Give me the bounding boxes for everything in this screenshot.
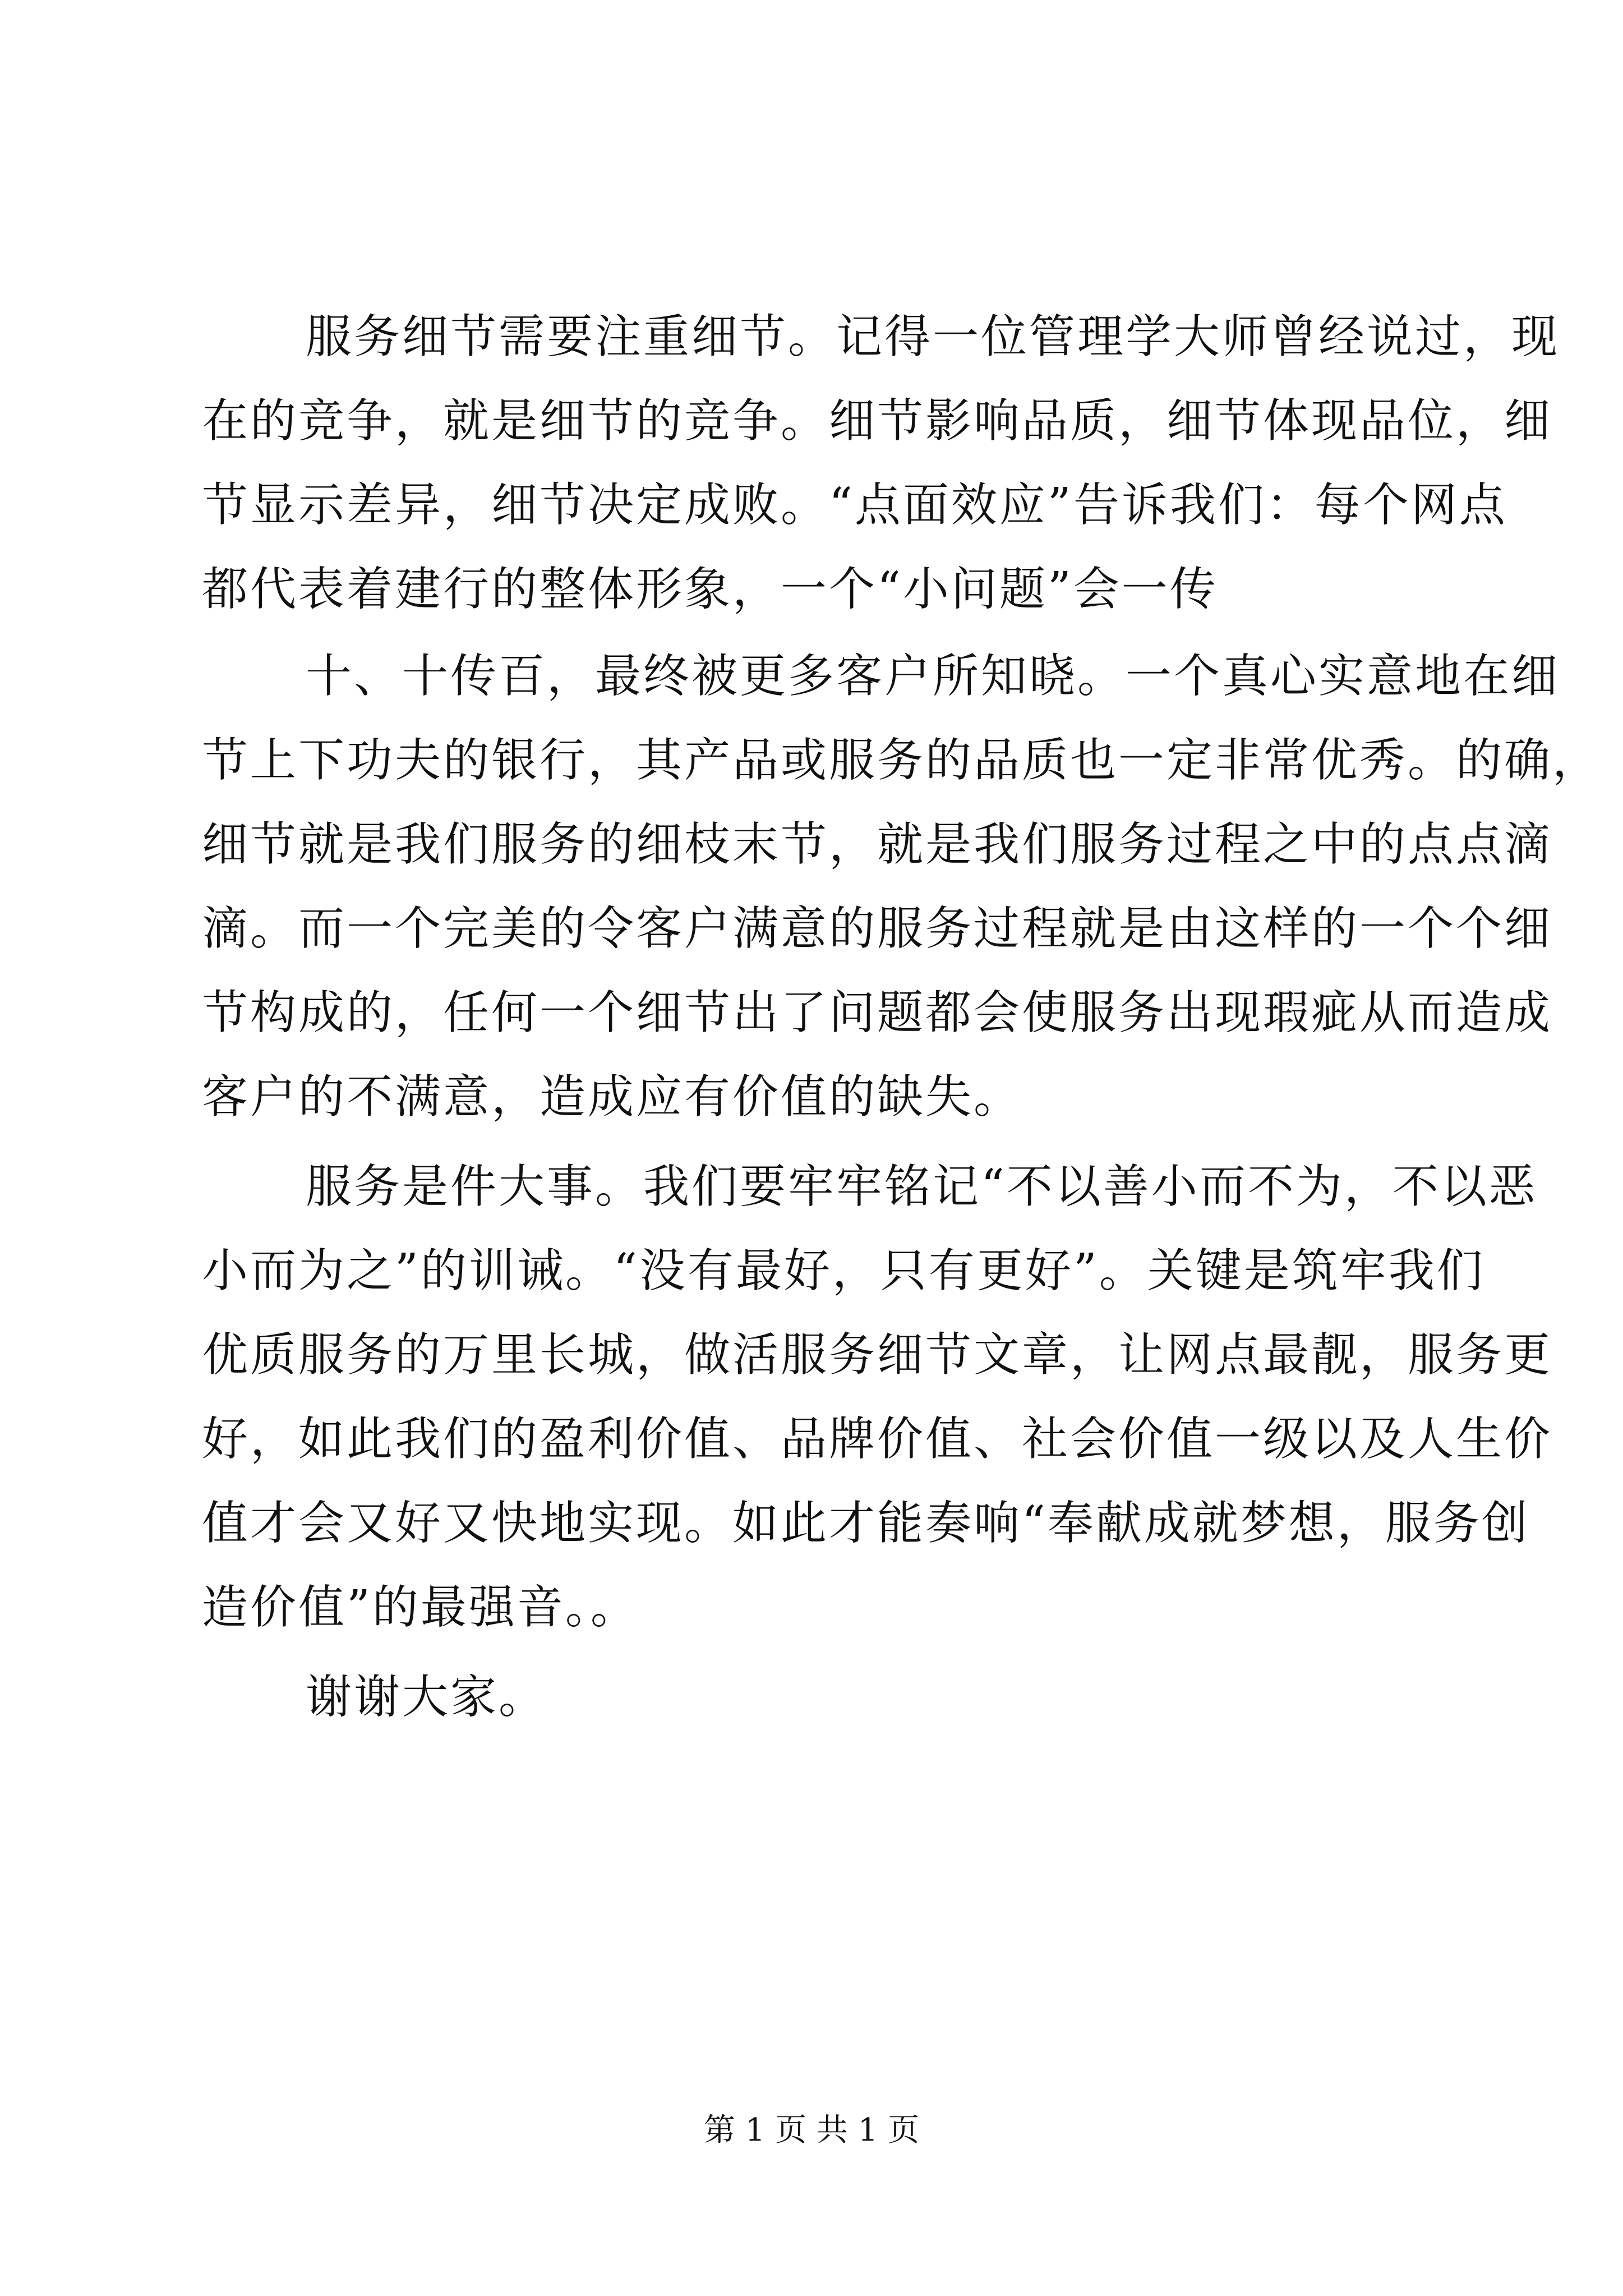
text-line: 好，如此我们的盈利价值、品牌价值、社会价值一级以及人生价 xyxy=(202,1412,1553,1466)
text-line: 十、十传百，最终被更多客户所知晓。一个真心实意地在细 xyxy=(306,650,1560,703)
text-line: 细节就是我们服务的细枝末节，就是我们服务过程之中的点点滴 xyxy=(202,818,1553,871)
text-line: 客户的不满意，造成应有价值的缺失。 xyxy=(202,1070,1022,1124)
text-line: 谢谢大家。 xyxy=(306,1671,547,1724)
text-line: 服务是件大事。我们要牢牢铭记“不以善小而不为，不以恶 xyxy=(306,1160,1537,1213)
text-line: 滴。而一个完美的令客户满意的服务过程就是由这样的一个个细 xyxy=(202,902,1553,955)
text-line: 值才会又好又快地实现。如此才能奏响“奉献成就梦想，服务创 xyxy=(202,1497,1530,1550)
text-line: 节显示差异，细节决定成败。“点面效应”告诉我们：每个网点 xyxy=(202,478,1507,532)
text-line: 优质服务的万里长城，做活服务细节文章，让网点最靓，服务更 xyxy=(202,1328,1553,1382)
text-line: 服务细节需要注重细节。记得一位管理学大师曾经说过，现 xyxy=(306,310,1560,364)
text-line: 造价值”的最强音。。 xyxy=(202,1581,639,1634)
text-line: 在的竞争，就是细节的竞争。细节影响品质，细节体现品位，细 xyxy=(202,394,1553,448)
text-line: 都代表着建行的整体形象，一个“小问题”会一传 xyxy=(202,563,1218,616)
page-footer: 第 1 页 共 1 页 xyxy=(703,2112,920,2148)
text-line: 小而为之”的训诫。“没有最好，只有更好”。关键是筑牢我们 xyxy=(202,1244,1485,1297)
text-line: 节上下功夫的银行，其产品或服务的品质也一定非常优秀。的确， xyxy=(202,734,1601,787)
text-line: 节构成的，任何一个细节出了问题都会使服务出现瑕疵从而造成 xyxy=(202,986,1553,1039)
